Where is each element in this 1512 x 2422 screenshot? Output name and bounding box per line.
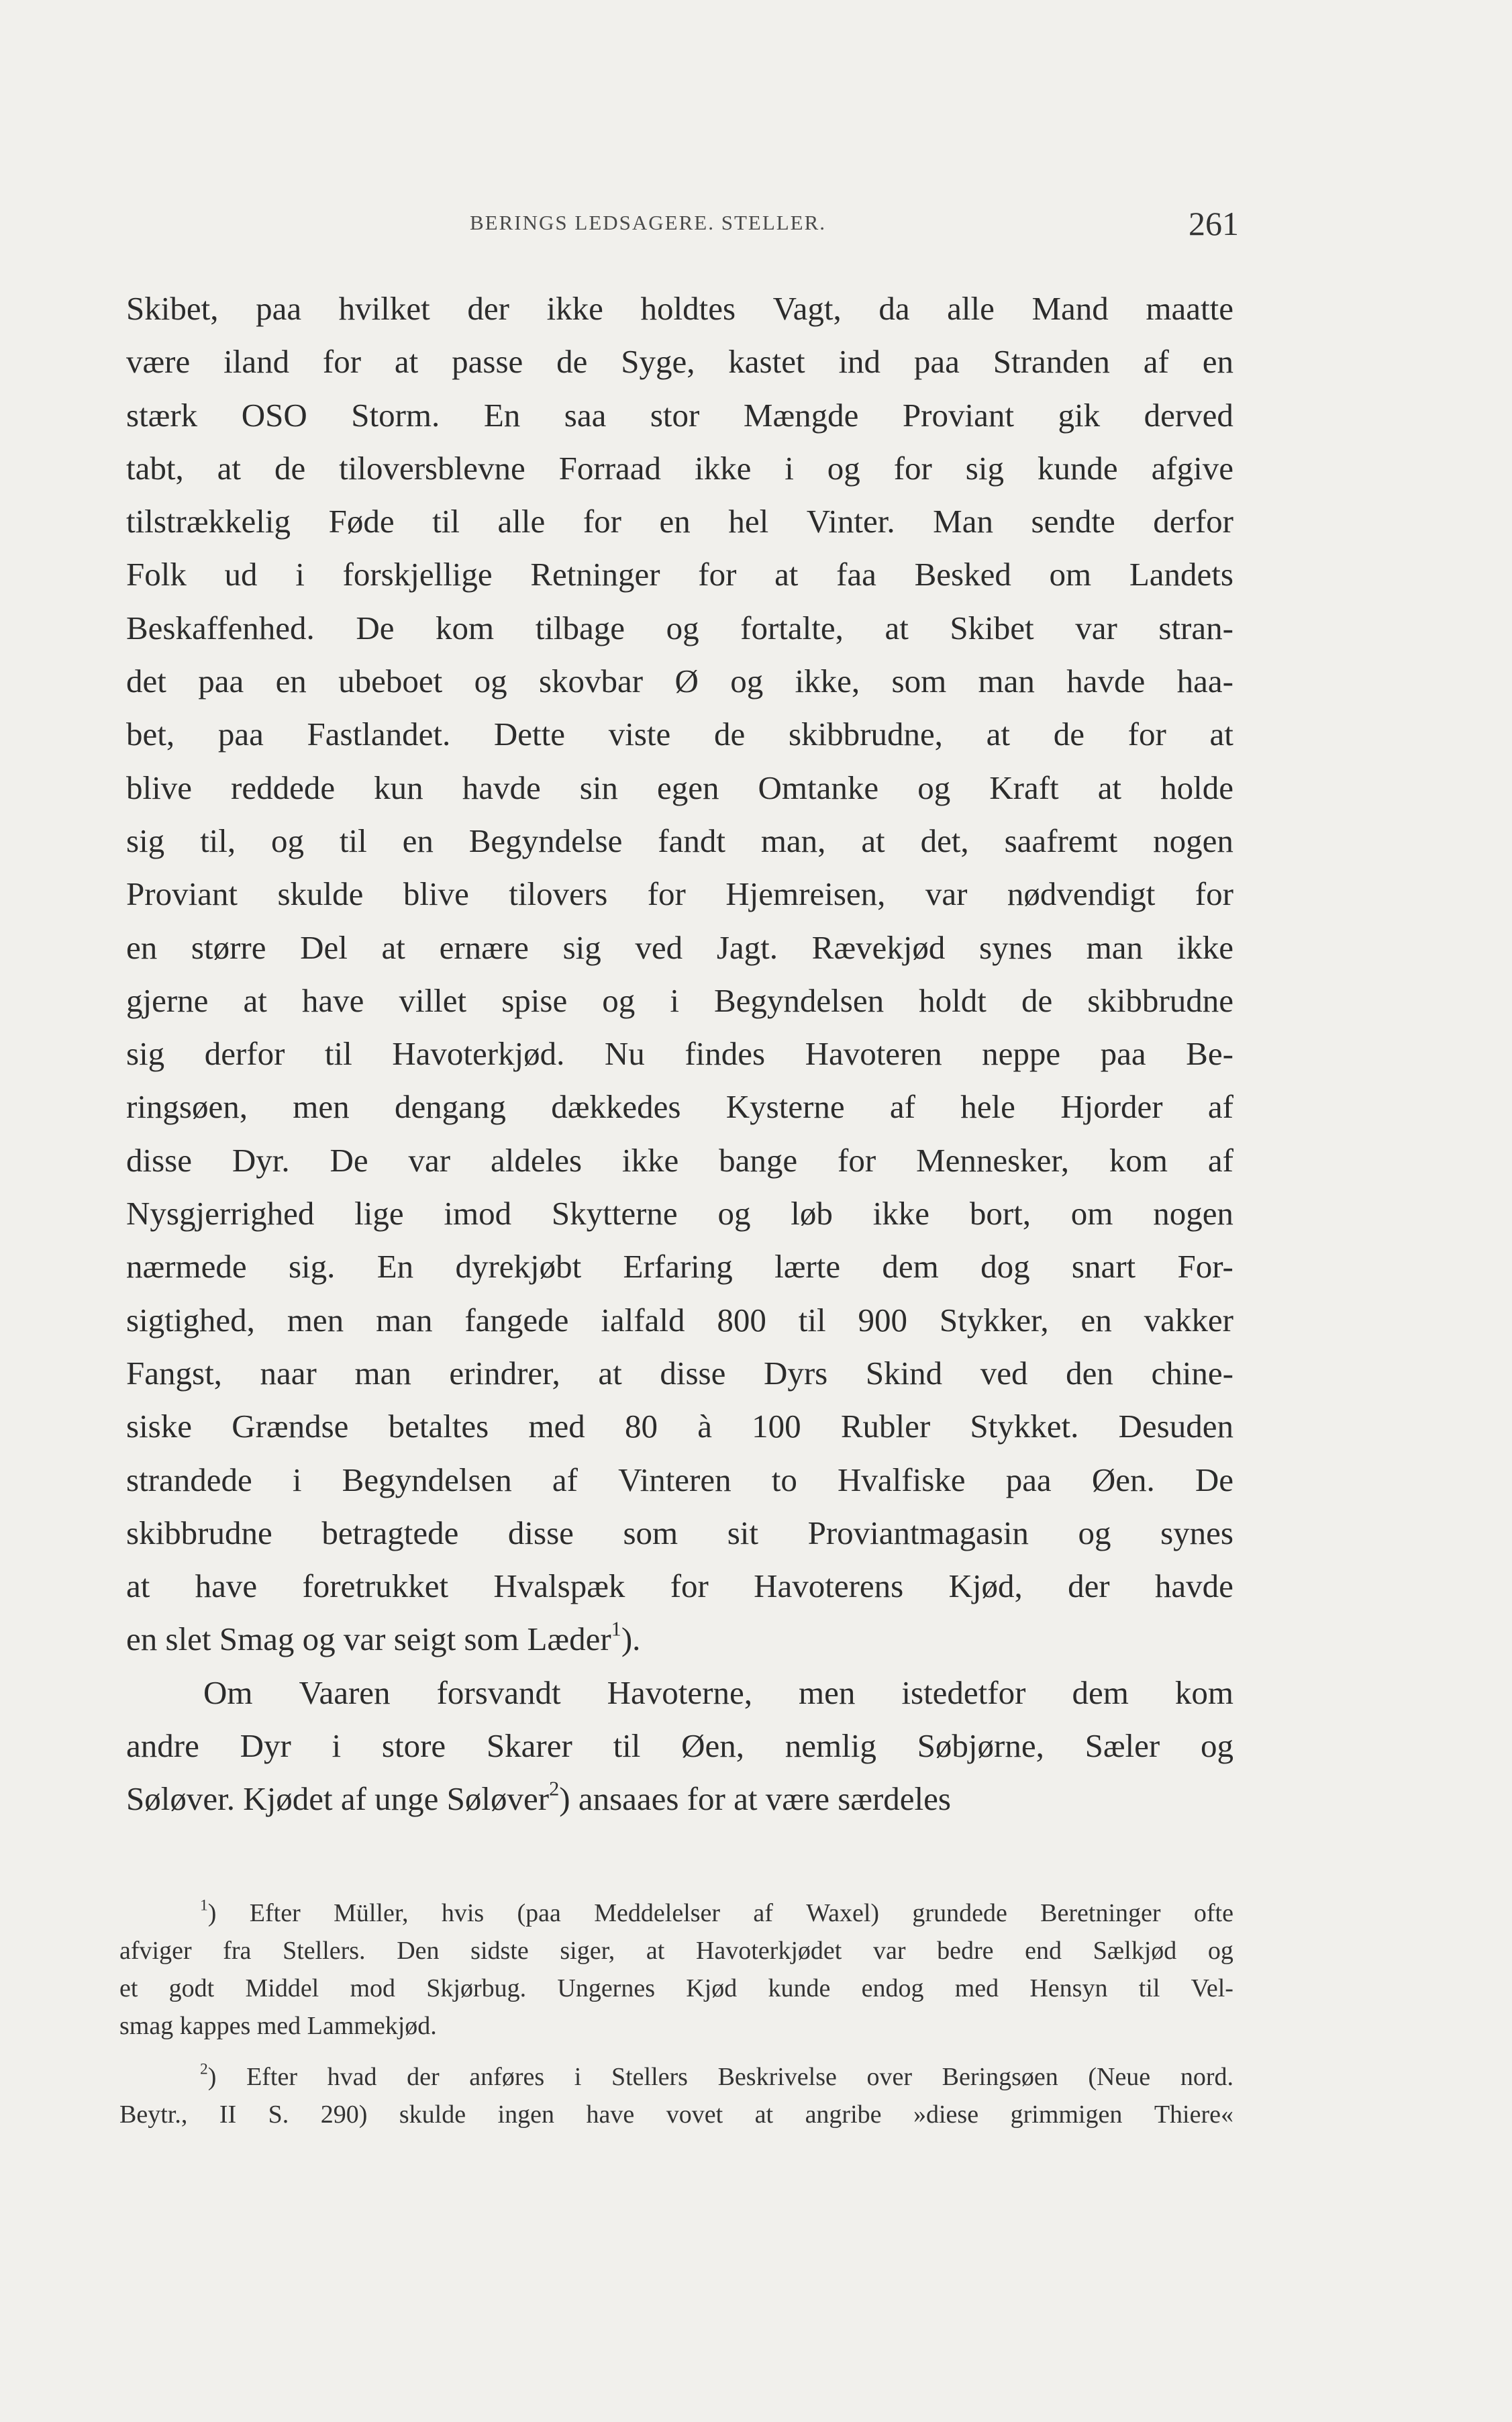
text-line: Fangst, naar man erindrer, at disse Dyrs Skind ved den chine- xyxy=(126,1354,1233,1392)
text-line: skibbrudne betragtede disse som sit Proviantmagasin og synes xyxy=(126,1514,1233,1551)
paragraph-2-last-line xyxy=(126,1772,1233,1825)
footnote-ref-1: 1 xyxy=(611,1618,621,1641)
text-line: tabt, at de tiloversblevne Forraad ikke i og for sig kunde afgive xyxy=(126,449,1233,487)
text-line: Folk ud i forskjellige Retninger for at faa Besked om Landets xyxy=(126,556,1233,593)
text-line: nærmede sig. En dyrekjøbt Erfaring lærte dem dog snart For- xyxy=(126,1248,1233,1286)
text-line: være iland for at passe de Syge, kastet ind paa Stranden af en xyxy=(126,343,1233,381)
text-line: stærk OSO Storm. En saa stor Mængde Proviant gik derved xyxy=(126,396,1233,434)
text-run: ). xyxy=(621,1620,641,1658)
text-line: smag kappes med Lammekjød. xyxy=(119,2012,437,2040)
footnote-marker: 1 xyxy=(200,1896,208,1915)
page-header xyxy=(128,201,1242,255)
text-line: Proviant skulde blive tilovers for Hjemreisen, var nødvendigt for xyxy=(126,875,1233,913)
text-line: sig til, og til en Begyndelse fandt man, at det, saafremt nogen xyxy=(126,822,1233,859)
paragraph-1-last-line xyxy=(126,1612,1233,1665)
page-number: 261 xyxy=(1189,205,1239,242)
text-run: ) ansaaes for at være særdeles xyxy=(559,1780,951,1818)
text-line: Beytr., II S. 290) skulde ingen have vovet at angribe »diese grimmigen Thiere« xyxy=(119,2100,1233,2129)
text-line: at have foretrukket Hvalspæk for Havoterens Kjød, der havde xyxy=(126,1567,1233,1605)
text-line: bet, paa Fastlandet. Dette viste de skibbrudne, at de for at xyxy=(126,716,1233,753)
text-run: en slet Smag og var seigt som Læder xyxy=(126,1620,611,1658)
text-line: disse Dyr. De var aldeles ikke bange for Mennesker, kom af xyxy=(126,1141,1233,1179)
paragraph-1 xyxy=(126,282,1233,1612)
text-run: Søløver. Kjødet af unge Søløver xyxy=(126,1780,550,1818)
footnotes xyxy=(119,1894,1233,2133)
text-line: Nysgjerrighed lige imod Skytterne og løb ikke bort, om nogen xyxy=(126,1195,1233,1232)
text-line: andre Dyr i store Skarer til Øen, nemlig Søbjørne, Sæler og xyxy=(126,1727,1233,1765)
footnote-marker: 2 xyxy=(200,2060,208,2078)
text-line: sig derfor til Havoterkjød. Nu findes Havoteren neppe paa Be- xyxy=(126,1035,1233,1073)
footnote-2 xyxy=(119,2058,1233,2133)
running-head: BERINGS LEDSAGERE. STELLER. xyxy=(470,211,827,234)
text-line: et godt Middel mod Skjørbug. Ungernes Kjød kunde endog med Hensyn til Vel- xyxy=(119,1974,1233,2002)
text-line: Skibet, paa hvilket der ikke holdtes Vagt, da alle Mand maatte xyxy=(126,290,1233,327)
text-line: $^2$) Efter hvad der anføres i Stellers Beskrivelse over Beringsøen (Neue nord. xyxy=(200,2060,1233,2091)
text-line: en større Del at ernære sig ved Jagt. Rævekjød synes man ikke xyxy=(126,928,1233,966)
text-line: siske Grændse betaltes med 80 à 100 Rubler Stykket. Desuden xyxy=(126,1408,1233,1445)
text-line: sigtighed, men man fangede ialfald 800 til 900 Stykker, en vakker xyxy=(126,1301,1233,1339)
text-line: tilstrækkelig Føde til alle for en hel Vinter. Man sendte derfor xyxy=(126,503,1233,540)
text-line: blive reddede kun havde sin egen Omtanke og Kraft at holde xyxy=(126,769,1233,806)
main-text xyxy=(126,282,1233,1826)
text-line: det paa en ubeboet og skovbar Ø og ikke, som man havde haa- xyxy=(126,663,1233,700)
footnote-ref-2: 2 xyxy=(549,1778,560,1801)
paragraph-2 xyxy=(126,1666,1233,1773)
text-line: Om Vaaren forsvandt Havoterne, men istedetfor dem kom xyxy=(203,1674,1233,1711)
text-line: gjerne at have villet spise og i Begyndelsen holdt de skibbrudne xyxy=(126,981,1233,1019)
text-line: strandede i Begyndelsen af Vinteren to Hvalfiske paa Øen. De xyxy=(126,1461,1233,1498)
text-line: $^1$) Efter Müller, hvis (paa Meddelelser af Waxel) grundede Beretninger ofte xyxy=(200,1896,1233,1927)
text-line: Beskaffenhed. De kom tilbage og fortalte, at Skibet var stran- xyxy=(126,609,1233,646)
text-line: afviger fra Stellers. Den sidste siger, at Havoterkjødet var bedre end Sælkjød og xyxy=(119,1937,1233,1965)
text-line: ringsøen, men dengang dækkedes Kysterne af hele Hjorder af xyxy=(126,1088,1233,1126)
footnote-1 xyxy=(119,1894,1233,2045)
